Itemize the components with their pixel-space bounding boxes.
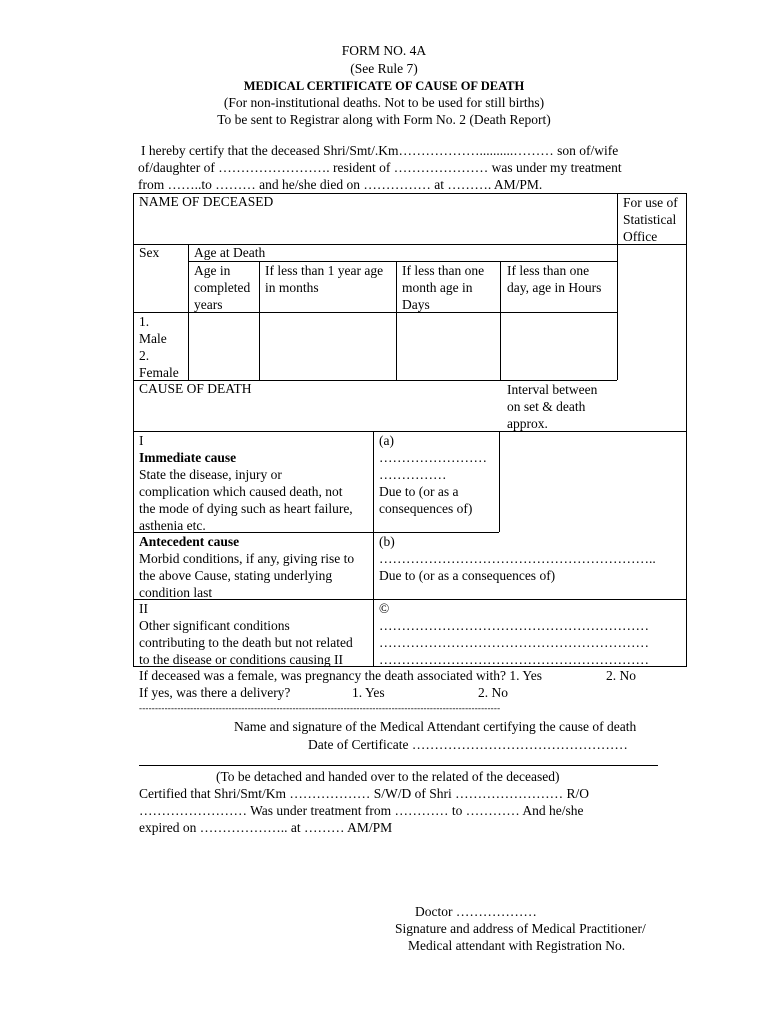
cause-b-field[interactable]: (b) …………………………………………………….. Due to (or as a consequences of)	[379, 534, 656, 583]
intro-line-3: from ……..to ……… and he/she died on …………… at ………. AM/PM.	[138, 177, 543, 192]
pregnancy-no-option[interactable]: 2. No	[606, 668, 636, 683]
registration-label: Medical attendant with Registration No.	[408, 938, 626, 953]
delivery-question: If yes, was there a delivery?	[139, 685, 291, 700]
interval-label: Interval between on set & death approx.	[507, 382, 598, 431]
date-of-certificate[interactable]: Date of Certificate …………………………………………	[308, 737, 628, 752]
cause-of-death-label: CAUSE OF DEATH	[139, 381, 252, 396]
sex-options: 1. Male 2. Female	[139, 314, 179, 380]
practitioner-signature-label: Signature and address of Medical Practitioner/	[395, 921, 646, 936]
age-at-death-label: Age at Death	[194, 245, 266, 260]
detach-note: (To be detached and handed over to the related of the deceased)	[216, 769, 560, 784]
delivery-yes-option[interactable]: 1. Yes	[352, 685, 385, 700]
delivery-no-option[interactable]: 2. No	[478, 685, 508, 700]
statistical-office-label: For use of Statistical Office	[623, 195, 678, 244]
pregnancy-question: If deceased was a female, was pregnancy the death associated with? 1. Yes	[139, 668, 542, 683]
immediate-cause-block: I Immediate cause State the disease, injury or complication which caused death, not the mode of dying such as heart failure, asthenia etc.	[139, 433, 353, 533]
form-subtitle-2: To be sent to Registrar along with Form No. 2 (Death Report)	[217, 112, 551, 127]
intro-line-2: of/daughter of ……………………. resident of ………………… was under my treatment	[138, 160, 622, 175]
sex-label: Sex	[139, 245, 160, 260]
form-title: MEDICAL CERTIFICATE OF CAUSE OF DEATH	[243, 79, 525, 93]
age-in-hours-label: If less than one day, age in Hours	[507, 263, 602, 295]
cause-a-field[interactable]: (a) …………………… …………… Due to (or as a consequences of)	[379, 433, 487, 516]
doctor-line: Doctor ………………	[415, 904, 537, 919]
antecedent-cause-block: Antecedent cause Morbid conditions, if any, giving rise to the above Cause, stating underlying condition last	[139, 534, 355, 600]
age-in-days-label: If less than one month age in Days	[402, 263, 485, 312]
detach-line	[139, 765, 658, 766]
intro-line-1: I hereby certify that the deceased Shri/Smt/.Km………………..........……… son of/wife	[141, 143, 619, 158]
cause-c-field[interactable]: © …………………………………………………… …………………………………………………… ……………………………………………………	[379, 601, 649, 667]
certified-line-3: expired on ……………….. at ……… AM/PM	[139, 820, 393, 835]
rule-reference: (See Rule 7)	[350, 61, 418, 76]
form-number: FORM NO. 4A	[341, 43, 427, 58]
certified-line-1: Certified that Shri/Smt/Km ……………… S/W/D of Shri …………………… R/O	[139, 786, 589, 801]
dashed-separator: -----------------------------------------------------------------------------------------------------------------	[139, 703, 501, 713]
age-completed-years-label: Age in completed years	[194, 263, 251, 312]
form-subtitle-1: (For non-institutional deaths. Not to be used for still births)	[223, 95, 545, 110]
other-conditions-block: II Other significant conditions contributing to the death but not related to the disease or conditions causing II	[139, 601, 353, 667]
name-of-deceased-label: NAME OF DECEASED	[139, 194, 274, 209]
certified-line-2: …………………… Was under treatment from ………… to ………… And he/she	[139, 803, 584, 818]
age-in-months-label: If less than 1 year age in months	[265, 263, 384, 295]
attendant-signature-line: Name and signature of the Medical Attendant certifying the cause of death	[234, 719, 637, 734]
